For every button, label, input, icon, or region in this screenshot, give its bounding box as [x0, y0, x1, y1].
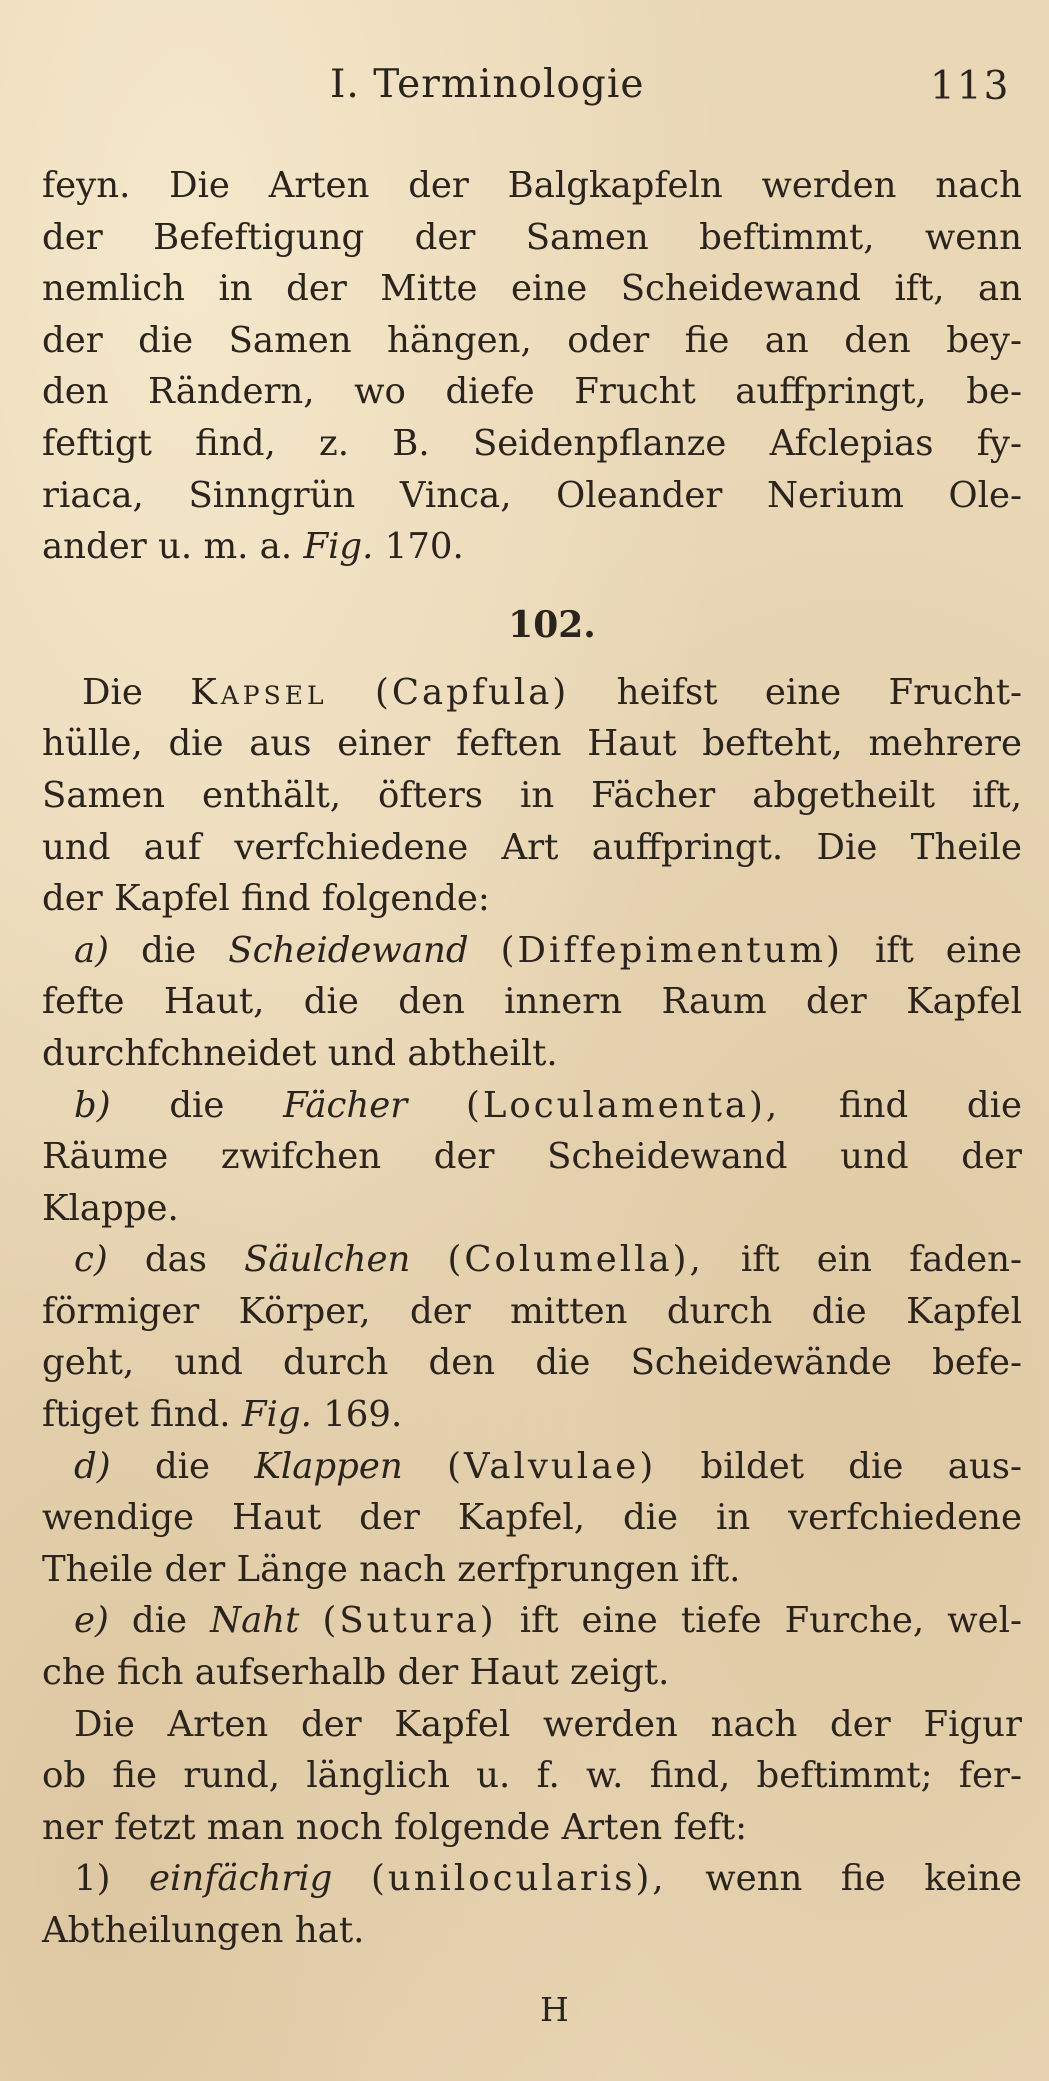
text-line: Klappe.	[42, 1187, 179, 1229]
text-line: Die Arten der Kapfel werden nach der Figur	[74, 1703, 1022, 1745]
term-heading: Naht	[210, 1600, 300, 1642]
page-number: 113	[930, 64, 1011, 109]
item-marker: a)	[74, 929, 110, 971]
section-number: 102.	[508, 603, 596, 646]
text-line: den Rändern, wo diefe Frucht auffpringt, be-	[42, 371, 1022, 413]
text-fragment: ander u. m. a.	[42, 526, 293, 568]
text-line: feftigt find, z. B. Seidenpflanze Afclepias fy-	[42, 422, 1022, 464]
signature-mark: H	[540, 1990, 569, 2029]
list-item	[42, 1853, 1022, 1905]
text-fragment: die	[154, 1445, 211, 1487]
figure-number: 169.	[323, 1394, 403, 1436]
text-fragment: wenn fie keine	[705, 1858, 1022, 1900]
body-text	[42, 160, 1022, 1957]
text-line: riaca, Sinngrün Vinca, Oleander Nerium Ole-	[42, 474, 1022, 516]
text-line: der die Samen hängen, oder fie an den bey-	[42, 319, 1022, 361]
text-line: förmiger Körper, der mitten durch die Kapfel	[42, 1290, 1022, 1332]
text-line: der Kapfel find folgende:	[42, 878, 490, 920]
latin-term: (Valvulae)	[447, 1445, 657, 1487]
list-item	[42, 1441, 1022, 1493]
text-line	[42, 1389, 1022, 1441]
text-line: geht, und durch den die Scheidewände befe-	[42, 1342, 1022, 1384]
text-fragment: ift eine	[874, 929, 1023, 971]
text-fragment: ftiget find.	[42, 1394, 231, 1436]
latin-term: (unilocularis),	[370, 1858, 667, 1900]
text-fragment: find die	[838, 1084, 1022, 1126]
text-fragment: die	[141, 929, 197, 971]
term-heading: Säulchen	[244, 1239, 411, 1281]
text-fragment: heifst eine Frucht-	[616, 671, 1022, 713]
list-item	[42, 1595, 1022, 1647]
text-fragment: die	[169, 1084, 225, 1126]
figure-number: 170.	[384, 526, 464, 568]
term-heading: Kapsel	[190, 671, 328, 713]
term-heading: Klappen	[254, 1445, 403, 1487]
text-line: Abtheilungen hat.	[42, 1910, 365, 1951]
latin-term: (Sutura)	[322, 1600, 497, 1642]
text-fragment: die	[131, 1600, 188, 1642]
latin-term: (Capfula)	[374, 671, 570, 713]
term-heading: Fächer	[283, 1084, 408, 1126]
item-marker: b)	[74, 1084, 111, 1126]
text-fragment: bildet die aus-	[700, 1445, 1022, 1487]
list-item	[42, 925, 1022, 977]
item-marker: d)	[74, 1445, 111, 1487]
text-line: Samen enthält, öfters in Fächer abgetheilt ift,	[42, 774, 1022, 816]
text-line: durchfchneidet und abtheilt.	[42, 1032, 558, 1074]
text-fragment: ift ein faden-	[740, 1239, 1022, 1281]
figure-label: Fig.	[241, 1394, 312, 1436]
text-fragment: Die	[82, 671, 143, 713]
text-line: und auf verfchiedene Art auffpringt. Die Theile	[42, 826, 1022, 868]
item-marker: e)	[74, 1600, 109, 1642]
text-fragment: das	[144, 1239, 207, 1281]
list-item	[42, 1234, 1022, 1286]
figure-label: Fig.	[303, 526, 374, 568]
text-line: fefte Haut, die den innern Raum der Kapfel	[42, 981, 1022, 1023]
text-line: nemlich in der Mitte eine Scheidewand ift, an	[42, 268, 1022, 310]
text-line: ob fie rund, länglich u. f. w. find, beftimmt; fer-	[42, 1755, 1022, 1797]
text-line: feyn. Die Arten der Balgkapfeln werden nach	[42, 165, 1022, 206]
text-line: hülle, die aus einer feften Haut befteht, mehrere	[42, 723, 1022, 765]
text-line: wendige Haut der Kapfel, die in verfchiedene	[42, 1497, 1022, 1539]
text-fragment: ift eine tiefe Furche, wel-	[519, 1600, 1022, 1642]
term-heading: einfächrig	[149, 1858, 333, 1900]
text-line: ner fetzt man noch folgende Arten feft:	[42, 1806, 748, 1848]
item-marker: 1)	[74, 1858, 111, 1900]
text-line	[42, 667, 1022, 719]
term-heading: Scheidewand	[228, 929, 469, 971]
text-line: Theile der Länge nach zerfprungen ift.	[42, 1548, 741, 1590]
latin-term: (Loculamenta),	[466, 1084, 781, 1126]
list-item	[42, 1080, 1022, 1132]
item-marker: c)	[74, 1239, 108, 1281]
text-line: der Befeftigung der Samen beftimmt, wenn	[42, 216, 1022, 258]
latin-term: (Diffepimentum)	[500, 929, 843, 971]
text-line: che fich aufserhalb der Haut zeigt.	[42, 1652, 670, 1694]
running-header	[0, 62, 1049, 122]
text-line	[42, 521, 1022, 573]
chapter-title: I. Terminologie	[330, 62, 645, 107]
latin-term: (Columella),	[447, 1239, 704, 1281]
text-line: Räume zwifchen der Scheidewand und der	[42, 1136, 1022, 1178]
